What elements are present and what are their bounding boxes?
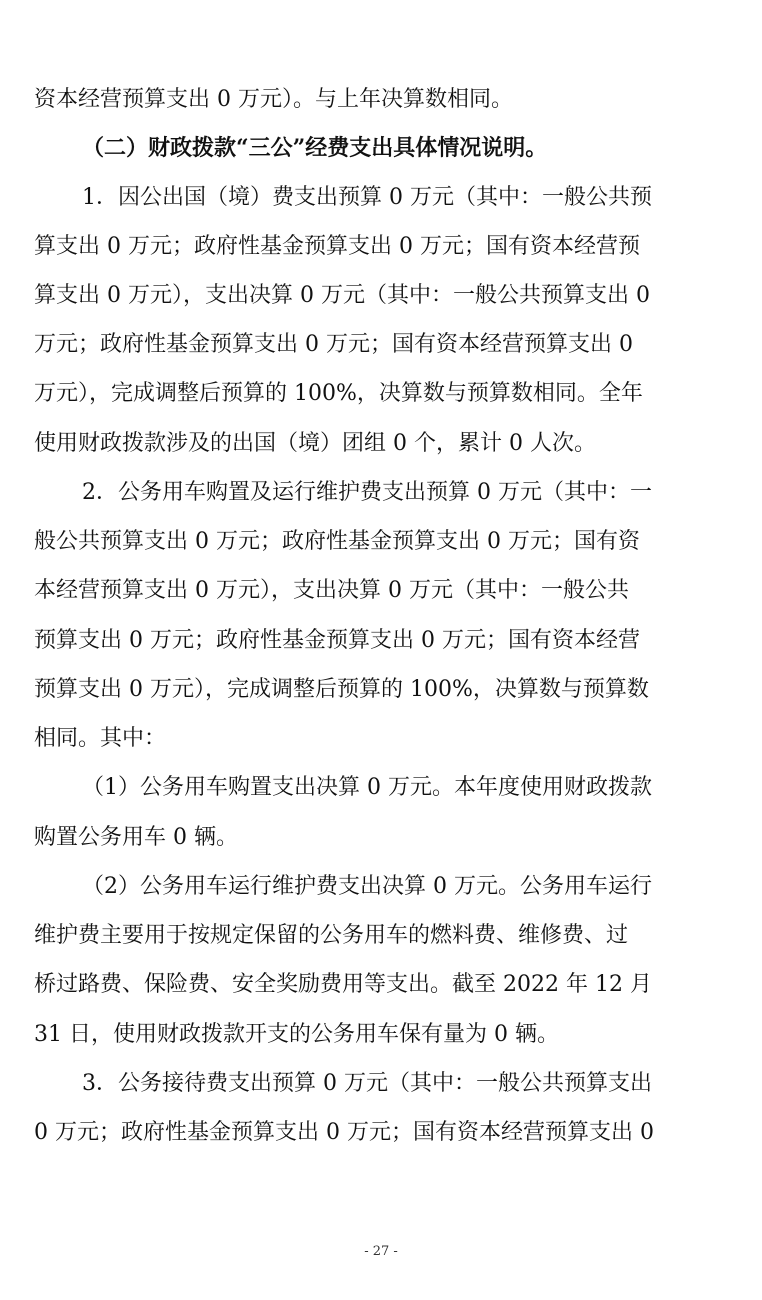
paragraph-line: 使用财政拨款涉及的出国（境）团组 0 个，累计 0 人次。: [34, 431, 596, 456]
paragraph-line: 维护费主要用于按规定保留的公务用车的燃料费、维修费、过: [34, 923, 629, 948]
section-heading: （二）财政拨款“三公”经费支出具体情况说明。: [82, 135, 548, 161]
paragraph-line: 万元；政府性基金预算支出 0 万元；国有资本经营预算支出 0: [34, 332, 633, 357]
page-number: - 27 -: [364, 1244, 398, 1259]
paragraph-line: 算支出 0 万元），支出决算 0 万元（其中：一般公共预算支出 0: [34, 283, 650, 308]
paragraph-line: 预算支出 0 万元），完成调整后预算的 100%，决算数与预算数: [34, 677, 649, 702]
paragraph-line: 1．因公出国（境）费支出预算 0 万元（其中：一般公共预: [82, 185, 652, 210]
paragraph-line: 万元），完成调整后预算的 100%，决算数与预算数相同。全年: [34, 381, 643, 406]
paragraph-line: 购置公务用车 0 辆。: [34, 825, 238, 850]
paragraph-line: 31 日，使用财政拨款开支的公务用车保有量为 0 辆。: [34, 1022, 559, 1047]
paragraph-line: 预算支出 0 万元；政府性基金预算支出 0 万元；国有资本经营: [34, 628, 640, 653]
paragraph-line: 相同。其中：: [34, 726, 167, 751]
paragraph-line: 3．公务接待费支出预算 0 万元（其中：一般公共预算支出: [82, 1071, 652, 1096]
paragraph-line: 算支出 0 万元；政府性基金预算支出 0 万元；国有资本经营预: [34, 234, 640, 259]
paragraph-line: 资本经营预算支出 0 万元）。与上年决算数相同。: [34, 87, 513, 112]
paragraph-line: 本经营预算支出 0 万元），支出决算 0 万元（其中：一般公共: [34, 578, 629, 603]
paragraph-line: 2．公务用车购置及运行维护费支出预算 0 万元（其中：一: [82, 480, 652, 505]
paragraph-line: 般公共预算支出 0 万元；政府性基金预算支出 0 万元；国有资: [34, 529, 640, 554]
paragraph-line: 桥过路费、保险费、安全奖励费用等支出。截至 2022 年 12 月: [34, 972, 652, 997]
paragraph-line: （1）公务用车购置支出决算 0 万元。本年度使用财政拨款: [82, 775, 652, 800]
paragraph-line: （2）公务用车运行维护费支出决算 0 万元。公务用车运行: [82, 874, 652, 899]
paragraph-line: 0 万元；政府性基金预算支出 0 万元；国有资本经营预算支出 0: [34, 1120, 654, 1145]
